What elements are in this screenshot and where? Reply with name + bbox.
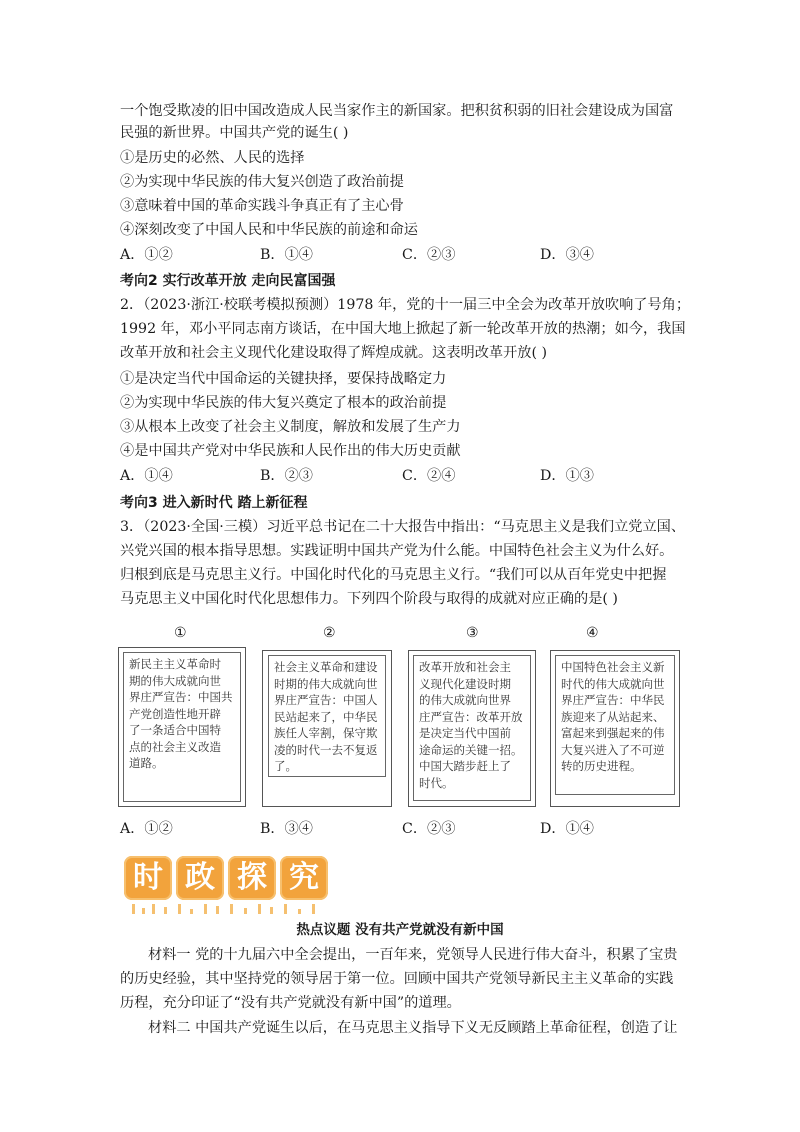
q3-line-2: 兴党兴国的根本指导思想。实践证明中国共产党为什么能。中国特色社会主义为什么好。 <box>120 543 674 559</box>
box3-line: 庄严宣告：改革开放 <box>419 709 523 724</box>
q3-option-b[interactable]: B．③④ <box>260 821 313 837</box>
banner-tile-1: 时 <box>124 856 172 900</box>
box3-line: 义现代化建设时期 <box>419 676 511 691</box>
box4-line: 富起来到强起来的伟 <box>561 726 665 740</box>
q2-line-2: 1992 年，邓小平同志南方谈话，在中国大地上掀起了新一轮改革开放的热潮；如今，我国 <box>120 321 686 337</box>
q1-option-a[interactable]: A．①② <box>120 247 173 263</box>
box-number-4: ④ <box>586 625 599 641</box>
box4-line: 族迎来了从站起来、 <box>561 709 665 724</box>
box4-line: 时代的伟大成就向世 <box>561 676 665 691</box>
q2-statement-4: ④是中国共产党对中华民族和人民作出的伟大历史贡献 <box>120 443 461 459</box>
q3-option-a[interactable]: A．①② <box>120 821 173 837</box>
box2-line: 凌的时代一去不复返 <box>274 742 378 757</box>
q1-statement-1: ①是历史的必然、人民的选择 <box>120 150 305 166</box>
q1-line-2: 民强的新世界。中国共产党的诞生( ) <box>120 125 349 141</box>
box4-line: 界庄严宣告：中华民 <box>561 693 665 707</box>
box1-line: 界庄严宣告：中国共 <box>129 690 233 704</box>
stage-box-3-text <box>413 655 531 801</box>
stage-box-3 <box>408 650 536 807</box>
stage-box-1 <box>118 647 246 807</box>
q3-line-3: 归根到底是马克思主义行。中国化时代化的马克思主义行。“我们可以从百年党史中把握 <box>120 567 667 583</box>
box4-line: 转的历史进程。 <box>561 759 642 773</box>
q2-option-c[interactable]: C．②④ <box>402 468 456 484</box>
q1-option-c[interactable]: C．②③ <box>402 247 456 263</box>
current-affairs-banner <box>120 850 336 914</box>
box4-line: 中国特色社会主义新 <box>561 660 665 674</box>
q2-option-d[interactable]: D．①③ <box>540 468 594 484</box>
q3-line-1: 3．（2023·全国·三模）习近平总书记在二十大报告中指出：“马克思主义是我们立党立国、 <box>120 519 686 535</box>
stage-box-2 <box>262 650 392 807</box>
q2-option-a[interactable]: A．①④ <box>120 468 173 484</box>
section-heading-2: 考向2 实行改革开放 走向民富国强 <box>120 273 336 289</box>
box3-line: 中国大踏步赶上了 <box>419 759 511 773</box>
box3-line: 时代。 <box>419 775 454 790</box>
box2-line: 社会主义革命和建设 <box>274 660 378 674</box>
q3-option-d[interactable]: D．①④ <box>540 821 594 837</box>
q3-option-c[interactable]: C．②③ <box>402 821 456 837</box>
q2-line-1: 2．（2023·浙江·校联考模拟预测）1978 年，党的十一届三中全会为改革开放吹响了号角； <box>120 297 691 313</box>
material-1-line-1: 材料一 党的十九届六中全会提出，一百年来，党领导人民进行伟大奋斗，积累了宝贵 <box>148 947 678 963</box>
box4-line: 大复兴进入了不可逆 <box>561 742 665 757</box>
q2-options <box>120 465 680 487</box>
q1-option-b[interactable]: B．①④ <box>260 247 313 263</box>
q2-statement-2: ②为实现中华民族的伟大复兴奠定了根本的政治前提 <box>120 395 447 411</box>
box1-line: 道路。 <box>129 756 164 770</box>
box1-line: 了一条适合中国特 <box>129 723 221 737</box>
q2-line-3: 改革开放和社会主义现代化建设取得了辉煌成就。这表明改革开放( ) <box>120 345 548 361</box>
box-number-3: ③ <box>466 625 479 641</box>
box3-line: 的伟大成就向世界 <box>419 693 511 707</box>
box-number-2: ② <box>323 625 336 641</box>
material-1-line-2: 的历史经验，其中坚持党的领导居于第一位。回顾中国共产党领导新民主主义革命的实践 <box>120 971 674 987</box>
banner-ribbon-decoration <box>120 896 330 914</box>
box3-line: 是决定当代中国前 <box>419 726 511 740</box>
q3-options <box>120 818 680 840</box>
box2-line: 族任人宰割，保守欺 <box>274 726 378 740</box>
hot-topic-title: 热点议题 没有共产党就没有新中国 <box>296 922 504 938</box>
q2-option-b[interactable]: B．②③ <box>260 468 313 484</box>
stage-box-1-text <box>123 652 241 802</box>
stage-box-4-text <box>555 655 675 795</box>
q2-statement-3: ③从根本上改变了社会主义制度，解放和发展了生产力 <box>120 419 461 435</box>
box2-line: 时期的伟大成就向世 <box>274 676 378 691</box>
q1-statement-4: ④深刻改变了中国人民和中华民族的前途和命运 <box>120 222 418 238</box>
box-number-1: ① <box>174 625 187 641</box>
q3-line-4: 马克思主义中国化时代化思想伟力。下列四个阶段与取得的成就对应正确的是( ) <box>120 591 618 607</box>
box3-line: 改革开放和社会主 <box>419 660 511 674</box>
q1-statement-3: ③意味着中国的革命实践斗争真正有了主心骨 <box>120 198 404 214</box>
box3-line: 途命运的关键一招。 <box>419 742 523 757</box>
q1-options <box>120 244 680 266</box>
box1-line: 产党创造性地开辟 <box>129 706 221 721</box>
q1-option-d[interactable]: D．③④ <box>540 247 594 263</box>
box1-line: 新民主主义革命时 <box>129 657 221 671</box>
q1-line-1: 一个饱受欺凌的旧中国改造成人民当家作主的新国家。把积贫积弱的旧社会建设成为国富 <box>120 103 674 119</box>
material-2-line-1: 材料二 中国共产党诞生以后，在马克思主义指导下义无反顾踏上革命征程，创造了让 <box>148 1020 678 1036</box>
section-heading-3: 考向3 进入新时代 踏上新征程 <box>120 495 308 511</box>
q2-statement-1: ①是决定当代中国命运的关键抉择，要保持战略定力 <box>120 371 447 387</box>
box1-line: 期的伟大成就向世 <box>129 673 221 688</box>
box2-line: 界庄严宣告：中国人 <box>274 693 378 707</box>
stage-box-4 <box>550 650 680 807</box>
banner-tile-3: 探 <box>228 856 276 900</box>
stage-box-2-text <box>268 655 386 777</box>
banner-tile-2: 政 <box>176 856 224 900</box>
material-1-line-3: 历程，充分印证了“没有共产党就没有新中国”的道理。 <box>120 995 461 1011</box>
box1-line: 点的社会主义改造 <box>129 739 221 754</box>
banner-tile-4: 究 <box>280 856 328 900</box>
box2-line: 了。 <box>274 759 297 773</box>
box2-line: 民站起来了，中华民 <box>274 709 378 724</box>
q1-statement-2: ②为实现中华民族的伟大复兴创造了政治前提 <box>120 174 404 190</box>
